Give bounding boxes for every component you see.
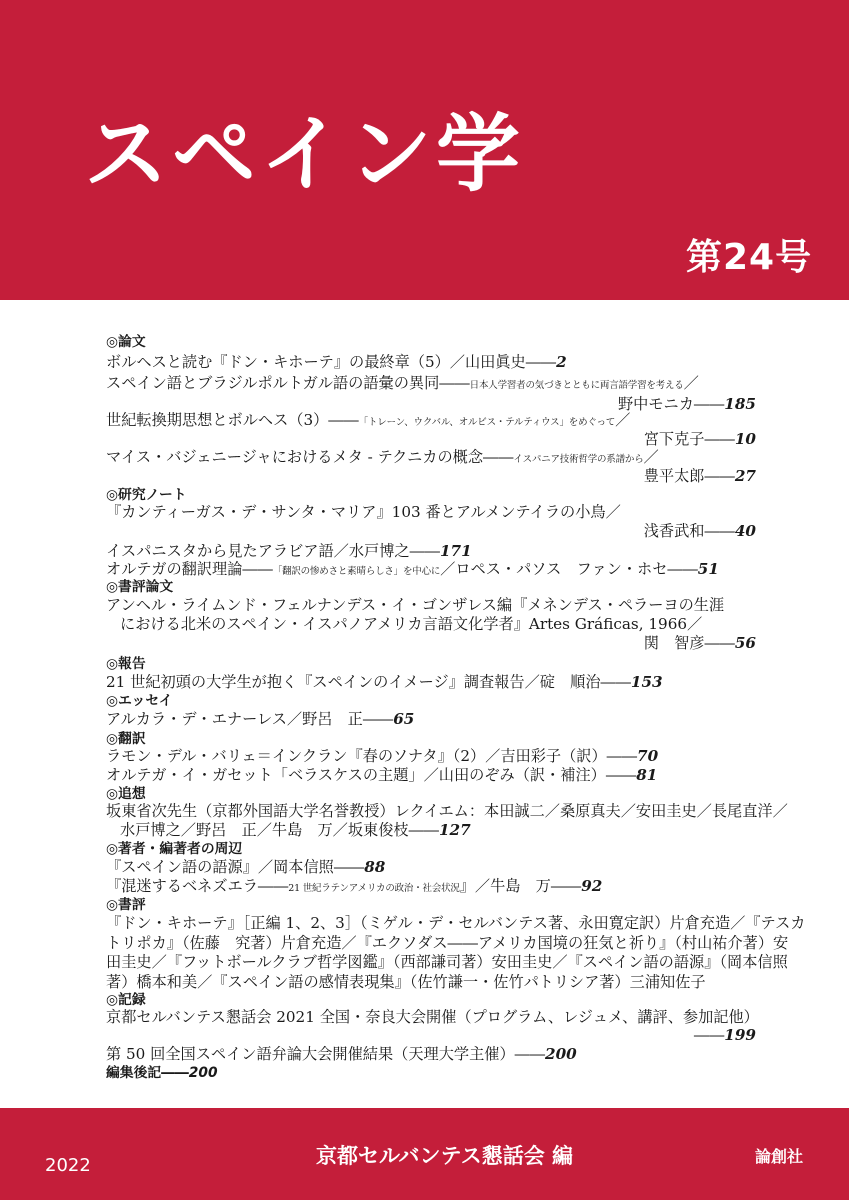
entry-text: 『混迷するベネズエラ―― [106, 877, 289, 895]
toc-entry [106, 502, 621, 522]
section-heading-author-notes: ◎著者・編著者の周辺 [106, 841, 243, 857]
page-number: 65 [393, 710, 415, 728]
entry-text: イスパニスタから見たアラビア語／水戸博之―― [106, 542, 440, 560]
entry-text: スペイン語とブラジルポルトガル語の語彙の異同―― [106, 374, 470, 392]
toc-entry [106, 373, 699, 396]
page-number: 200 [188, 1065, 218, 1081]
publication-year: 2022 [45, 1155, 91, 1176]
editor-name: 京都セルバンテス懇話会 編 [316, 1143, 573, 1168]
section-heading-book-reviews: ◎書評 [106, 897, 146, 913]
page-number: 40 [734, 522, 756, 540]
page-number: 56 [734, 634, 756, 652]
section-heading-essays: ◎エッセイ [106, 693, 173, 709]
toc-entry-author [644, 633, 756, 653]
toc-entry-continued [106, 952, 788, 972]
page-number: 185 [724, 395, 756, 413]
entry-subtitle: 21 世紀ラテンアメリカの政治・社会状況 [288, 883, 460, 894]
toc-entry [106, 709, 414, 729]
entry-separator: ／ [683, 374, 699, 392]
toc-entry-editorial-postscript [106, 1063, 218, 1083]
toc-entry [106, 672, 663, 692]
entry-text: 坂東省次先生（京都外国語大学名誉教授）レクイエム：本田誠二／桑原真夫／安田圭史／長尾直洋／ [106, 802, 788, 820]
toc-entry-author [644, 466, 756, 486]
page-number: 70 [637, 747, 659, 765]
entry-text: アルカラ・デ・エナーレス／野呂 正―― [106, 710, 394, 728]
entry-text: オルテガ・イ・ガセット「ベラスケスの主題」／山田のぞみ（訳・補注）―― [106, 766, 637, 784]
toc-entry-page [694, 1025, 756, 1045]
entry-author: 野中モニカ―― [617, 395, 725, 413]
toc-entry [106, 352, 567, 372]
entry-text: 『ドン・キホーテ』［正編 1、2、3］（ミゲル・デ・セルバンテス著、永田寛定訳）片倉充造／『テスカ [106, 914, 806, 932]
toc-entry [106, 746, 658, 766]
page-number: 51 [697, 560, 719, 578]
entry-separator: ／ [643, 448, 659, 466]
entry-author: ／ロペス・パソス ファン・ホセ―― [440, 560, 698, 578]
section-heading-memorials: ◎追想 [106, 786, 146, 802]
section-heading-reports: ◎報告 [106, 656, 146, 672]
page-number: 2 [556, 353, 567, 371]
page-number: 171 [439, 542, 472, 560]
entry-text: 著）橋本和美／『スペイン語の感情表現集』（佐竹謙一・佐竹パトリシア著）三浦知佐子 [106, 973, 706, 991]
section-heading-papers: ◎論文 [106, 334, 146, 350]
entry-subtitle: イスパニア技術哲学の系譜から [513, 454, 644, 465]
entry-text: 21 世紀初頭の大学生が抱く『スペインのイメージ』調査報告／碇 順治―― [106, 673, 631, 691]
page-number: 27 [734, 467, 756, 485]
toc-entry [106, 876, 602, 899]
toc-entry [106, 857, 385, 877]
toc-entry [106, 765, 657, 785]
toc-entry [106, 447, 659, 470]
page-number: 92 [581, 877, 603, 895]
entry-text: 京都セルバンテス懇話会 2021 全国・奈良大会開催（プログラム、レジュメ、講評、参加記他） [106, 1008, 759, 1026]
entry-author: 浅香武和―― [643, 522, 735, 540]
page-number: 88 [364, 858, 386, 876]
toc-entry-continued [106, 933, 788, 953]
toc-entry-continued [120, 614, 702, 634]
page-number: 200 [545, 1045, 577, 1063]
entry-text: 第 50 回全国スペイン語弁論大会開催結果（天理大学主催）―― [106, 1045, 546, 1063]
toc-entry-author [644, 429, 756, 449]
toc-entry [106, 541, 472, 561]
entry-subtitle: 「トレーン、ウクバル、オルビス・テルティウス」をめぐって [358, 417, 616, 428]
page-number: 127 [438, 821, 471, 839]
section-heading-review-papers: ◎書評論文 [106, 579, 174, 595]
entry-text: における北米のスペイン・イスパノアメリカ言語文化学者』Artes Gráficas, 1966／ [120, 615, 703, 633]
toc-entry [106, 595, 724, 615]
toc-entry [106, 559, 719, 582]
issue-number: 第24号 [686, 237, 813, 278]
entry-separator: ／ [615, 411, 631, 429]
section-heading-records: ◎記録 [106, 992, 146, 1008]
entry-text: 水戸博之／野呂 正／牛島 万／坂東俊枝―― [120, 821, 439, 839]
page-number: 199 [724, 1026, 756, 1044]
toc-entry-author [618, 394, 756, 414]
section-heading-research-notes: ◎研究ノート [106, 487, 187, 503]
entry-subtitle: 日本人学習者の気づきとともに両言語学習を考える [469, 380, 684, 391]
toc-entry-continued [106, 972, 706, 992]
toc-entry [106, 1044, 577, 1064]
entry-text: アンヘル・ライムンド・フェルナンデス・イ・ゴンザレス編『メネンデス・ペラーヨの生涯 [106, 596, 725, 614]
toc-entry [106, 410, 630, 433]
entry-author: 豊平太郎―― [643, 467, 735, 485]
toc-entry-author [644, 521, 756, 541]
toc-entry [106, 913, 805, 933]
entry-author: 宮下克子―― [643, 430, 735, 448]
publisher-name: 論創社 [755, 1147, 804, 1166]
entry-text: ラモン・デル・バリェ＝インクラン『春のソナタ』（2）／吉田彩子（訳）―― [106, 747, 638, 765]
entry-text: オルテガの翻訳理論―― [106, 560, 273, 578]
journal-title: スペイン学 [84, 104, 525, 203]
top-color-band [0, 0, 849, 300]
toc-entry [106, 801, 788, 821]
toc-entry-continued [120, 820, 471, 840]
entry-text: 『カンティーガス・デ・サンタ・マリア』103 番とアルメンテイラの小鳥／ [106, 503, 621, 521]
entry-text: 田圭史／『フットボールクラブ哲学図鑑』（西部謙司著）安田圭史／『スペイン語の語源』（岡本信照 [106, 953, 788, 971]
entry-text: 『スペイン語の語源』／岡本信照―― [106, 858, 365, 876]
toc-entry [106, 1007, 759, 1027]
entry-text: ボルヘスと読む『ドン・キホーテ』の最終章（5）／山田眞史―― [106, 353, 557, 371]
page-number: 153 [630, 673, 663, 691]
entry-text: 編集後記―― [106, 1065, 189, 1081]
entry-subtitle: 「翻訳の惨めさと素晴らしさ」を中心に [272, 566, 441, 577]
section-heading-translations: ◎翻訳 [106, 731, 146, 747]
entry-text: マイス・バジェニージャにおけるメタ - テクニカの概念―― [106, 448, 514, 466]
entry-author: 関 智彦―― [643, 634, 735, 652]
page-number: 81 [636, 766, 658, 784]
entry-text: トリポカ』（佐藤 究著）片倉充造／『エクソダス――アメリカ国境の狂気と祈り』（村山祐介著）安 [106, 934, 789, 952]
entry-text: 世紀転換期思想とボルヘス（3）―― [106, 411, 359, 429]
page-number: 10 [734, 430, 756, 448]
entry-dash: ―― [693, 1026, 725, 1044]
entry-author: 』／牛島 万―― [459, 877, 582, 895]
